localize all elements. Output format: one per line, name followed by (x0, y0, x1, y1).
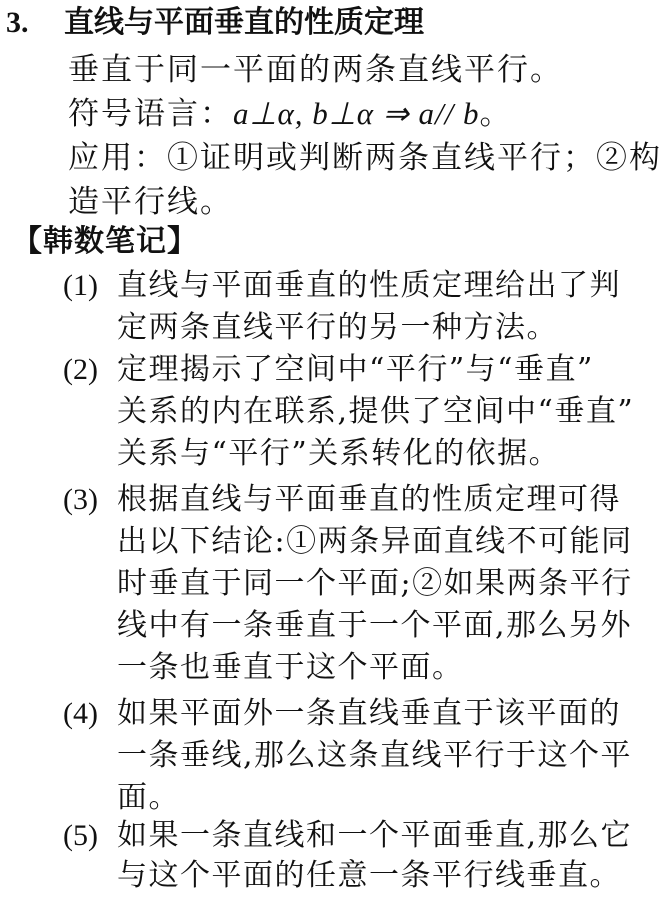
note-5-line-1: 如果一条直线和一个平面垂直,那么它 (117, 818, 633, 853)
symbol-formula: a⊥α, b⊥α ⇒ a// b (233, 96, 480, 131)
note-2-line-2: 关系的内在联系,提供了空间中“垂直” (117, 394, 635, 429)
note-2-line-1: 定理揭示了空间中“平行”与“垂直” (117, 352, 594, 387)
note-4-line-2: 一条垂线,那么这条直线平行于这个平 (117, 738, 633, 773)
note-5-line-2: 与这个平面的任意一条平行线垂直。 (117, 858, 621, 893)
symbol-end: 。 (479, 96, 513, 132)
application-line-1: 应用：①证明或判断两条直线平行；②构 (68, 140, 662, 176)
note-3-line-1: 根据直线与平面垂直的性质定理可得 (117, 482, 621, 517)
section-title: 直线与平面垂直的性质定理 (64, 5, 424, 40)
section-number: 3. (6, 6, 29, 39)
note-number-1: (1) (63, 269, 98, 302)
notes-title: 【韩数笔记】 (12, 224, 198, 259)
note-3-line-5: 一条也垂直于这个平面。 (117, 650, 464, 685)
note-3-line-2: 出以下结论:①两条异面直线不可能同 (117, 524, 633, 559)
application-line-2: 造平行线。 (68, 184, 233, 220)
note-number-5: (5) (63, 819, 98, 852)
note-number-3: (3) (63, 483, 98, 516)
note-3-line-4: 线中有一条垂直于一个平面,那么另外 (117, 608, 633, 643)
note-3-line-3: 时垂直于同一个平面;②如果两条平行 (117, 566, 633, 601)
note-1-line-1: 直线与平面垂直的性质定理给出了判 (117, 268, 621, 303)
note-number-4: (4) (63, 697, 98, 730)
note-2-line-3: 关系与“平行”关系转化的依据。 (117, 436, 561, 471)
note-4-line-1: 如果平面外一条直线垂直于该平面的 (117, 696, 621, 731)
theorem-statement: 垂直于同一平面的两条直线平行。 (68, 52, 563, 88)
note-1-line-2: 定两条直线平行的另一种方法。 (117, 310, 558, 345)
symbol-label: 符号语言： (68, 96, 233, 132)
note-4-line-3: 面。 (117, 780, 180, 815)
section-heading (6, 2, 424, 44)
symbolic-language (68, 92, 513, 136)
note-number-2: (2) (63, 353, 98, 386)
